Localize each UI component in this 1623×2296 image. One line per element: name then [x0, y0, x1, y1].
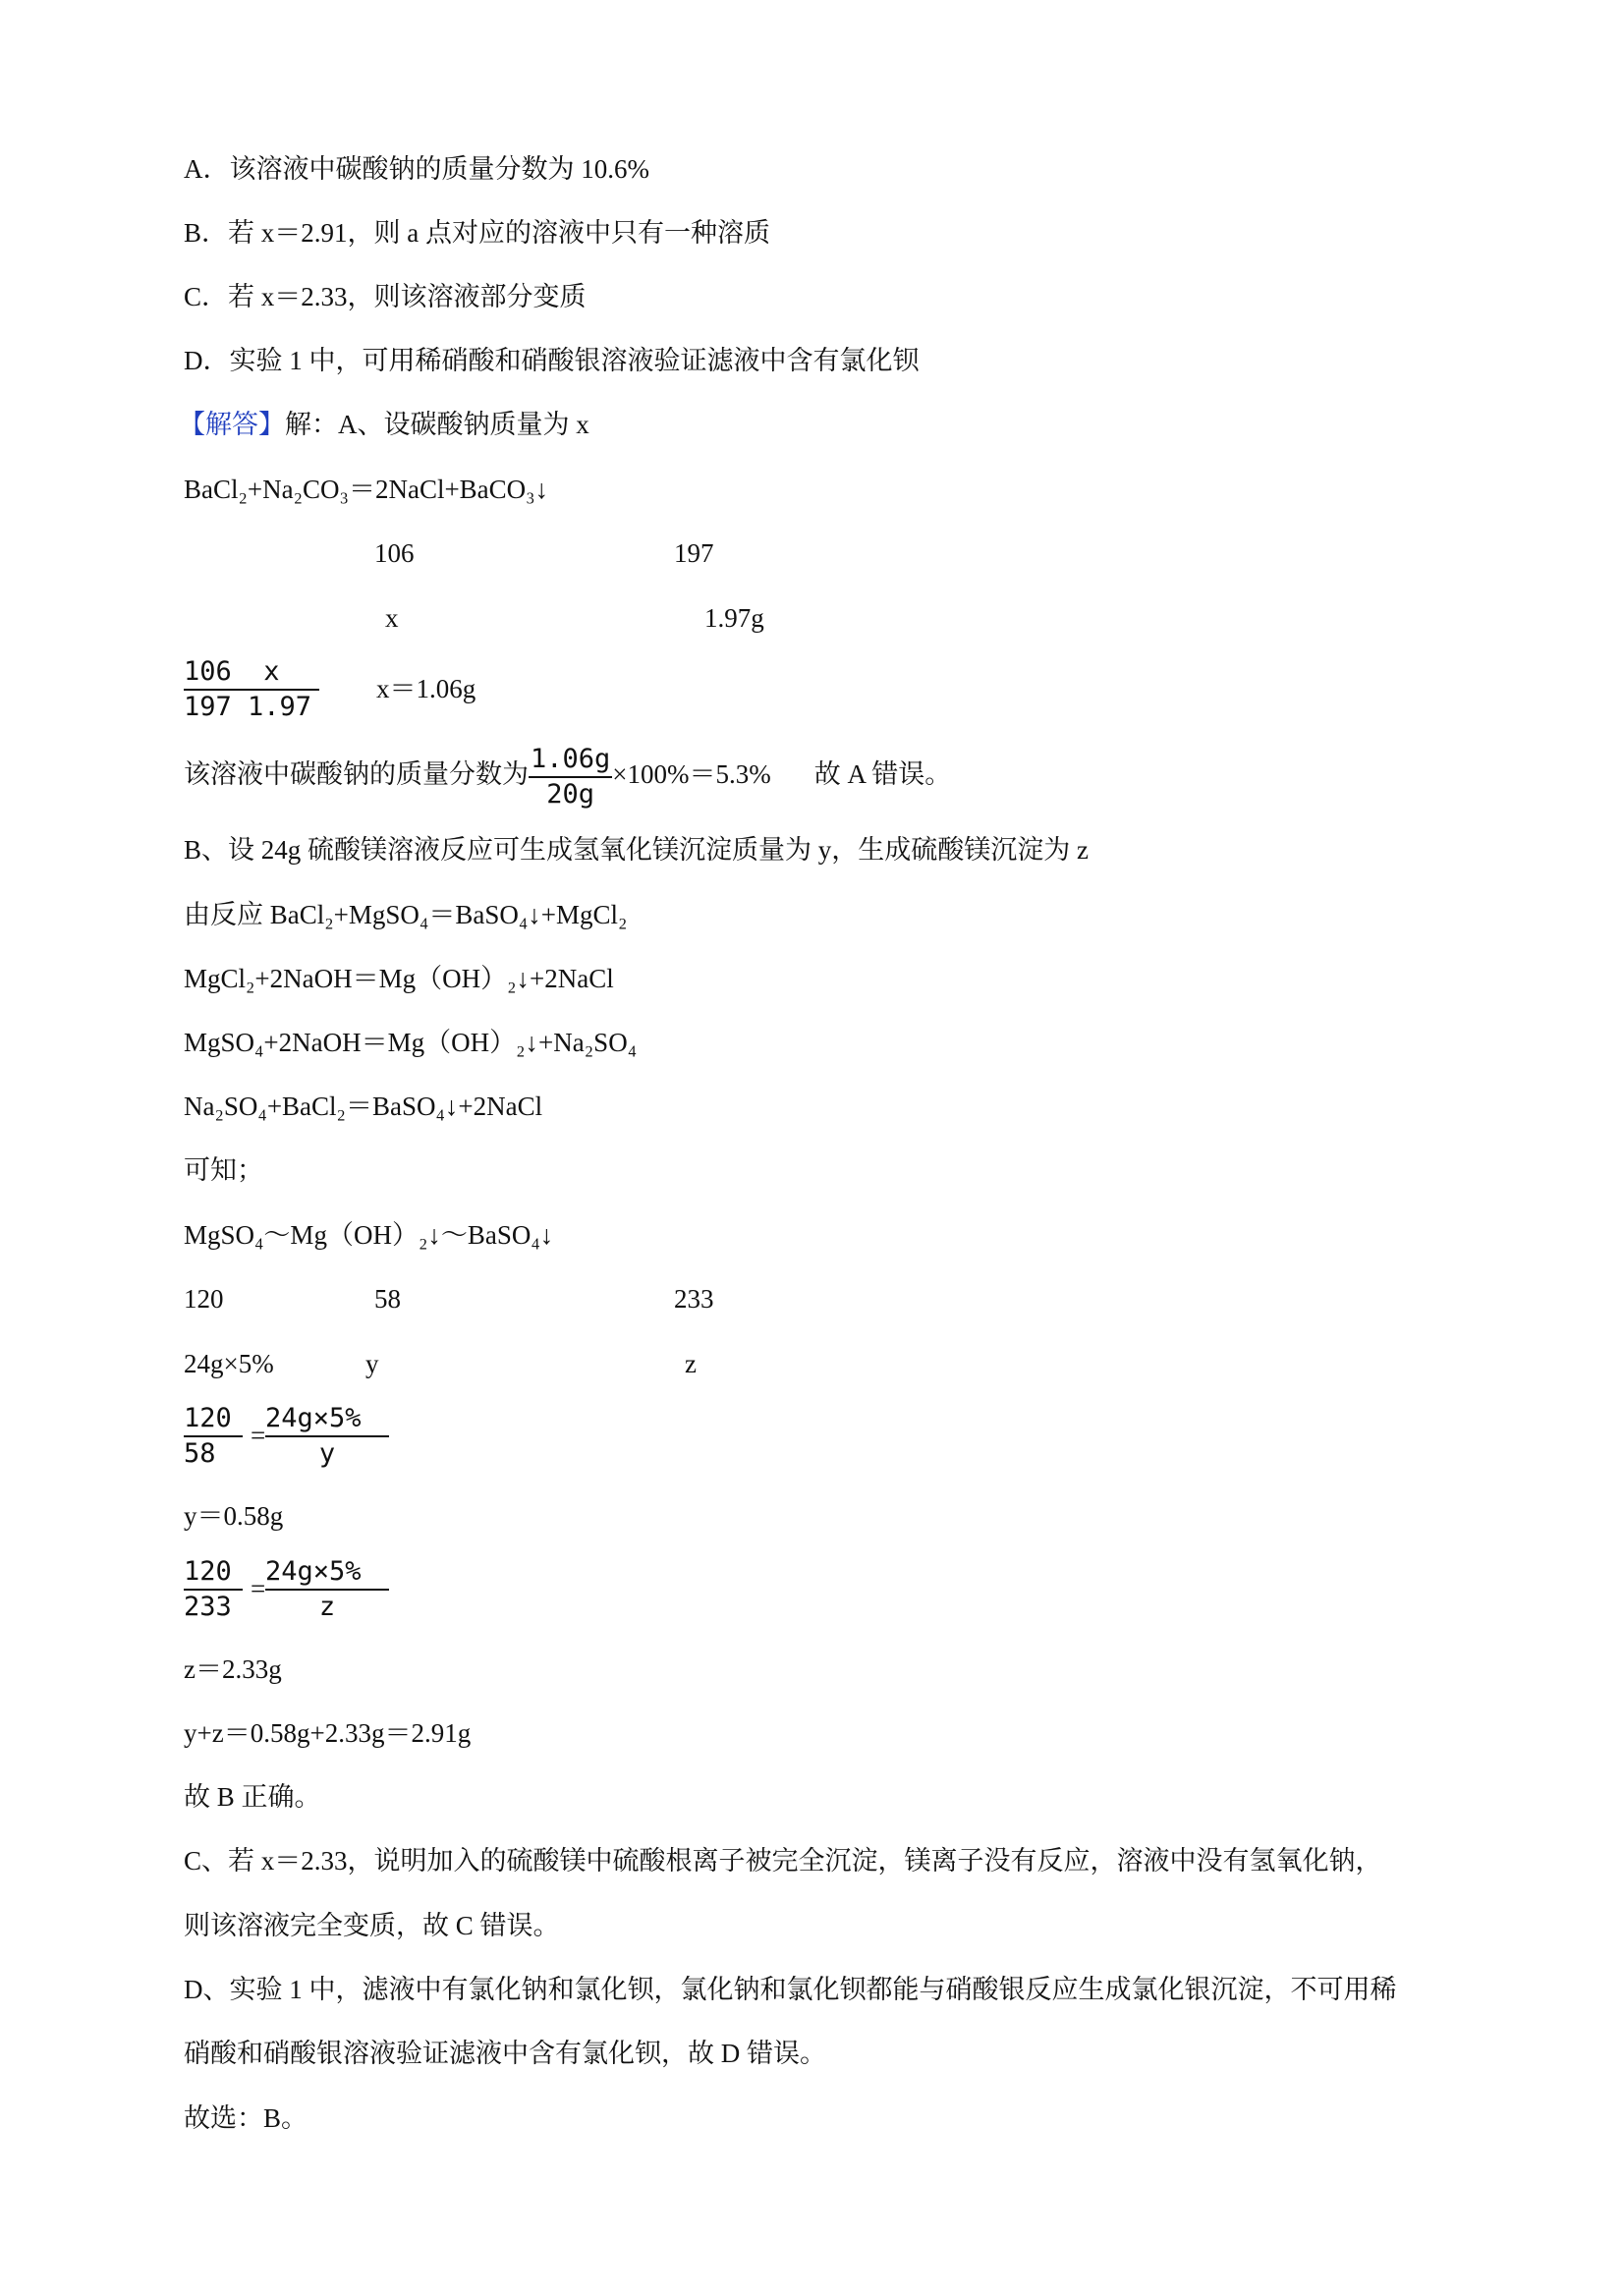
chain-value-y: y	[365, 1349, 379, 1378]
c-explanation-1: C、若 x＝2.33，说明加入的硫酸镁中硫酸根离子被完全沉淀，镁离子没有反应，溶液中没有氢氧化钠，	[184, 1846, 1382, 1876]
answer-tag: 【解答】	[179, 410, 285, 439]
fraction-24g-z	[265, 1555, 389, 1624]
fraction-numerator: 24g×5%	[265, 1403, 362, 1433]
option-a: A．该溶液中碳酸钠的质量分数为 10.6%	[184, 154, 649, 184]
b-intro: B、设 24g 硫酸镁溶液反应可生成氢氧化镁沉淀质量为 y，生成硫酸镁沉淀为 z	[184, 835, 1089, 865]
fraction-denominator: 58	[184, 1438, 216, 1469]
fraction-numerator: 24g×5%	[265, 1556, 362, 1587]
fraction-numerator: 120	[184, 1556, 232, 1587]
fraction-1.06-20	[529, 743, 612, 812]
reaction-1: 由反应 BaCl₂+MgSO₄＝BaSO₄↓+MgCl₂	[184, 900, 628, 929]
c-explanation-2: 则该溶液完全变质，故 C 错误。	[184, 1911, 560, 1940]
d-explanation-1: D、实验 1 中，滤液中有氯化钠和氯化钡，氯化钠和氯化钡都能与硝酸银反应生成氯化银沉淀，不可用稀	[184, 1975, 1397, 2004]
fraction-numerator: 120	[184, 1403, 232, 1433]
fraction-denominator: z	[318, 1592, 336, 1622]
equals-sign: =	[251, 1421, 266, 1450]
option-b: B．若 x＝2.91，则 a 点对应的溶液中只有一种溶质	[184, 218, 770, 248]
mass-fraction-prefix: 该溶液中碳酸钠的质量分数为	[184, 759, 529, 789]
fraction-24g-y	[265, 1402, 389, 1471]
equation-1: BaCl₂+Na₂CO₃＝2NaCl+BaCO₃↓	[184, 475, 549, 504]
option-d: D．实验 1 中，可用稀硝酸和硝酸银溶液验证滤液中含有氯化钡	[184, 346, 920, 375]
eq1-var-mass: 1.97g	[704, 603, 764, 633]
answer-intro: 解：A、设碳酸钠质量为 x	[285, 410, 589, 439]
eq1-mass-baco3: 197	[674, 538, 714, 568]
option-c: C．若 x＝2.33，则该溶液部分变质	[184, 282, 587, 311]
fraction-120-58	[184, 1402, 243, 1471]
fraction-denominator: 233	[184, 1592, 232, 1622]
fraction-numerator: 1.06g	[529, 743, 612, 778]
b-conclusion: 故 B 正确。	[184, 1782, 321, 1812]
answer-intro-line	[179, 407, 589, 442]
x-result: x＝1.06g	[376, 674, 476, 703]
chain-mass-mgso4: 120	[184, 1284, 224, 1314]
eq1-mass-na2co3: 106	[374, 538, 415, 568]
final-answer: 故选：B。	[184, 2103, 308, 2133]
d-explanation-2: 硝酸和硝酸银溶液验证滤液中含有氯化钡，故 D 错误。	[184, 2039, 826, 2068]
reaction-2: MgCl₂+2NaOH＝Mg（OH）₂↓+2NaCl	[184, 964, 614, 993]
sum-line: y+z＝0.58g+2.33g＝2.91g	[184, 1718, 472, 1748]
z-result: z＝2.33g	[184, 1654, 282, 1684]
chain-value-z: z	[685, 1349, 697, 1378]
mass-fraction-line	[184, 735, 951, 813]
kezhi: 可知；	[184, 1155, 263, 1185]
mass-fraction-end: 故 A 错误。	[813, 759, 952, 789]
reaction-3: MgSO₄+2NaOH＝Mg（OH）₂↓+Na₂SO₄	[184, 1028, 638, 1057]
chain-mass-mgoh2: 58	[374, 1284, 401, 1314]
relation-chain: MgSO₄～Mg（OH）₂↓～BaSO₄↓	[184, 1220, 554, 1250]
fraction-denominator: 197 1.97	[184, 692, 312, 722]
chain-value-mgso4: 24g×5%	[184, 1349, 274, 1378]
reaction-4: Na₂SO₄+BaCl₂＝BaSO₄↓+2NaCl	[184, 1092, 543, 1121]
fraction-106-197	[184, 655, 319, 724]
y-result: y＝0.58g	[184, 1501, 284, 1531]
fraction-denominator: y	[318, 1438, 336, 1469]
mass-fraction-suffix: ×100%＝5.3%	[612, 759, 771, 789]
equals-sign: =	[251, 1574, 266, 1603]
fraction-120-233	[184, 1555, 243, 1624]
eq1-var-x: x	[385, 603, 399, 633]
fraction-denominator: 20g	[546, 778, 595, 810]
fraction-numerator: 106 x	[184, 656, 280, 687]
chain-mass-baso4: 233	[674, 1284, 714, 1314]
